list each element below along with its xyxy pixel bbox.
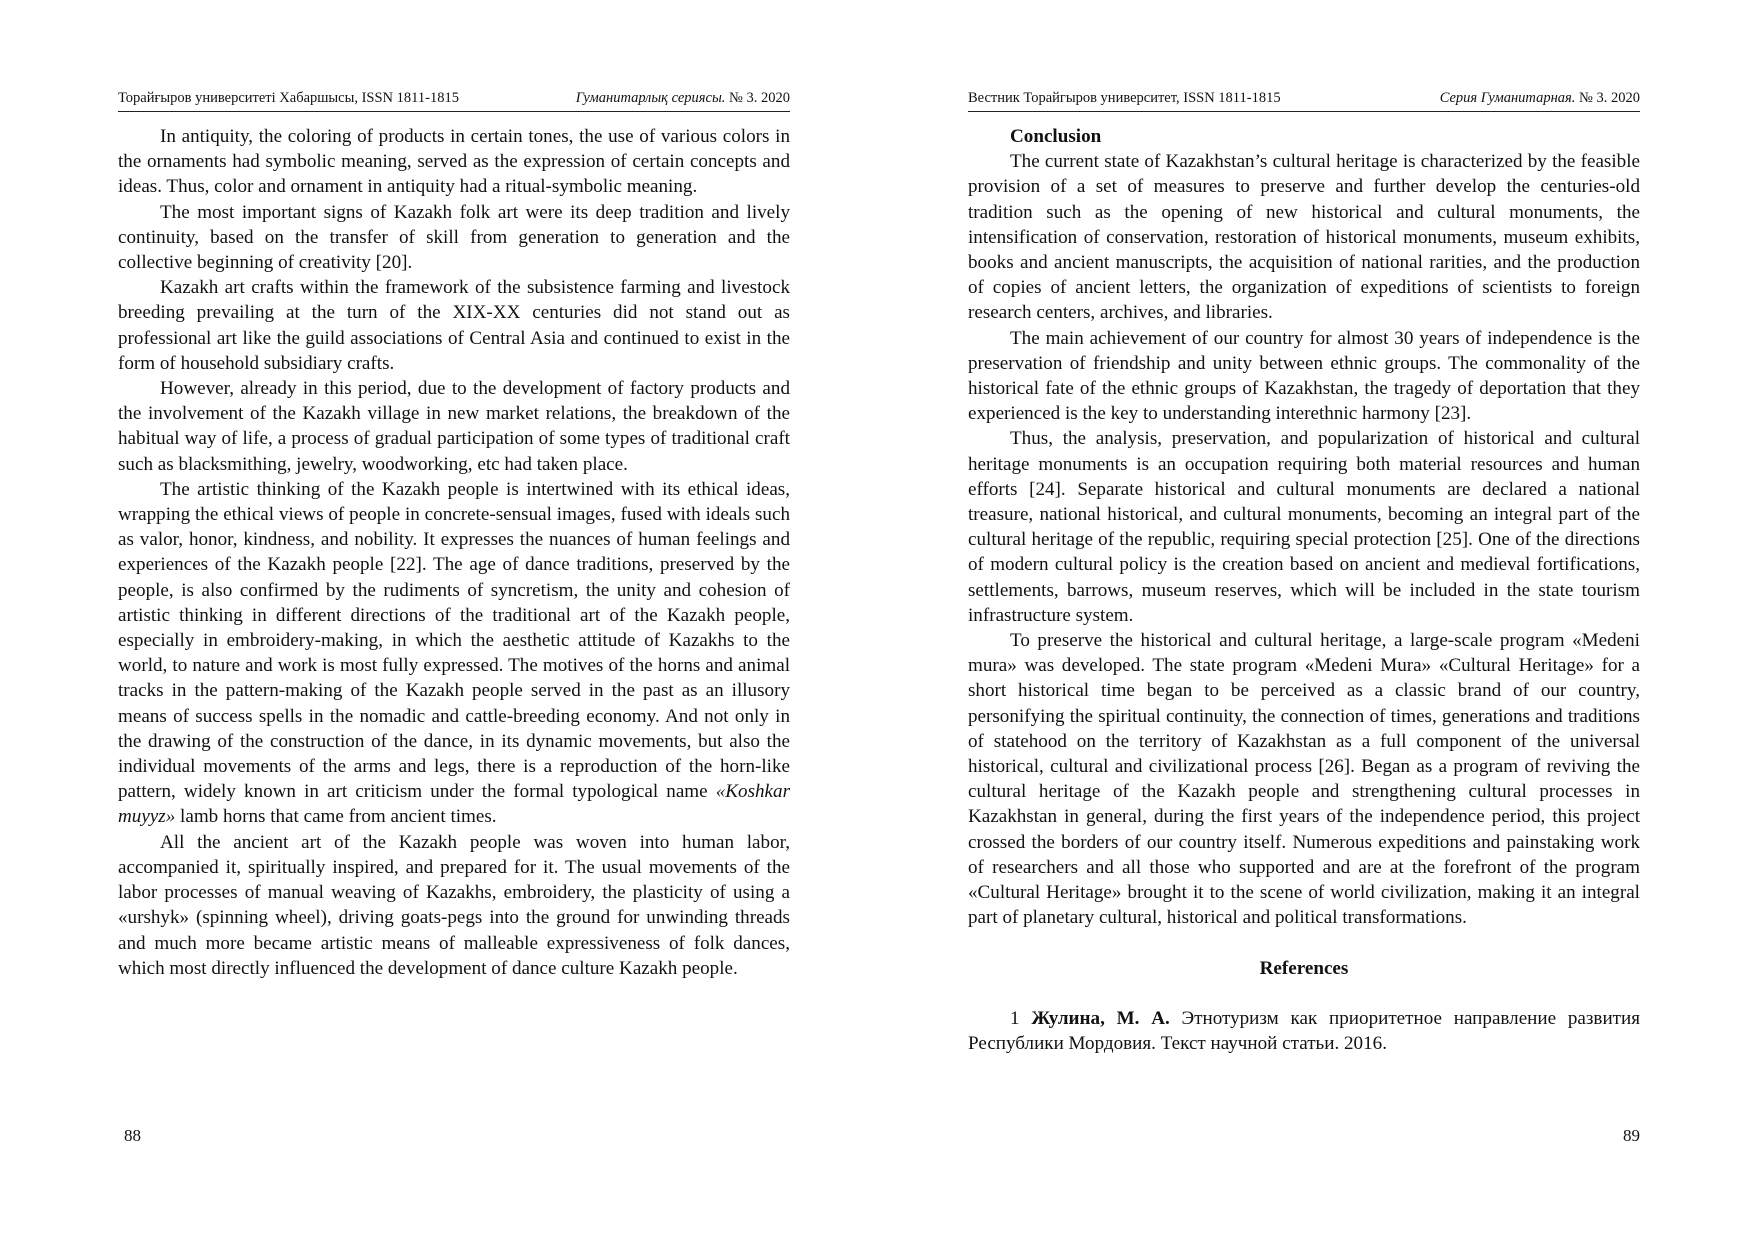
series-name: Гуманитарлық сериясы. (575, 90, 726, 106)
paragraph: The main achievement of our country for almost 30 years of independence is the preservation of friendship and unity between ethnic groups. The commonality of the historical fate of the ethnic groups of Kazakhstan, the tragedy of deportation that they experienced is the key to understanding interethnic harmony [23]. (968, 327, 1640, 425)
paragraph-text: The artistic thinking of the Kazakh people is intertwined with its ethical ideas, wrapping the ethical views of people in concrete-sensual images, fused with ideals such as valor, honor, kindness, and nobility. It expresses the nuances of human feelings and experiences of the Kazakh people [22]. The age of dance traditions, preserved by the people, is also confirmed by the rudiments of syncretism, the unity and cohesion of artistic thinking in different directions of the traditional art of the Kazakh people, especially in embroidery-making, in which the aesthetic attitude of Kazakhs to the world, to nature and work is most fully expressed. The motives of the horns and animal tracks in the pattern-making of the Kazakh people served in the past as an illusory means of success spells in the nomadic and cattle-breeding economy. And not only in the drawing of the construction of the dance, in its dynamic movements, but also the individual movements of the arms and legs, there is a reproduction of the horn-like pattern, widely known in art criticism under the formal typological name (118, 478, 790, 803)
issue-number: № 3. 2020 (1575, 90, 1640, 106)
reference-author: Жулина, М. А. (1031, 1007, 1170, 1029)
paragraph: The most important signs of Kazakh folk art were its deep tradition and lively continuity, based on the transfer of skill from generation to generation and the collective beginning of creativity [20]. (118, 201, 790, 274)
paragraph (118, 477, 790, 830)
running-header (968, 90, 1640, 112)
paragraph: All the ancient art of the Kazakh people was woven into human labor, accompanied it, spiritually inspired, and prepared for it. The usual movements of the labor processes of manual weaving of Kazakhs, embroidery, the plasticity of using a «urshyk» (spinning wheel), driving goats-pegs into the ground for unwinding threads and much more became artistic means of malleable expressiveness of folk dances, which most directly influenced the development of dance culture Kazakh people. (118, 831, 790, 979)
paragraph: Kazakh art crafts within the framework of the subsistence farming and livestock breeding prevailing at the turn of the XIX-XX centuries did not stand out as professional art like the guild associations of Central Asia and continued to exist in the form of household subsidiary crafts. (118, 277, 790, 374)
paragraph: The current state of Kazakhstan’s cultural heritage is characterized by the feasible provision of a set of measures to preserve and further develop the centuries-old tradition such as the opening of new historical and cultural monuments, the intensification of conservation, restoration of historical monuments, museum exhibits, books and ancient manuscripts, the acquisition of national rarities, and the production of copies of ancient letters, the organization of expeditions of scientists to foreign research centers, archives, and libraries. (968, 151, 1640, 324)
series-issue (1440, 90, 1640, 107)
body-text (118, 124, 790, 981)
journal-title: Торайғыров университеті Хабаршысы, ISSN 1811-1815 (118, 90, 459, 106)
paragraph: In antiquity, the coloring of products in certain tones, the use of various colors in the ornaments had symbolic meaning, served as the expression of certain concepts and ideas. Thus, color and ornament in antiquity had a ritual-symbolic meaning. (118, 126, 790, 198)
running-header (118, 90, 790, 112)
paragraph: Thus, the analysis, preservation, and popularization of historical and cultural heritage monuments is an occupation requiring both material resources and human efforts [24]. Separate historical and cultural monuments are declared a national treasure, national historical, and cultural monuments, becoming an integral part of the cultural heritage of the republic, requiring special protection [25]. One of the directions of modern cultural policy is the creation based on ancient and medieval fortifications, settlements, barrows, museum reserves, which will be included in the state tourism infrastructure system. (968, 428, 1640, 626)
right-page (968, 0, 1640, 1241)
reference-number: 1 (1010, 1007, 1032, 1029)
paragraph: However, already in this period, due to the development of factory products and the involvement of the Kazakh village in new market relations, the breakdown of the habitual way of life, a process of gradual participation of some types of traditional craft such as blacksmithing, jewelry, woodworking, etc had taken place. (118, 378, 790, 475)
conclusion-heading: Conclusion (1010, 126, 1102, 147)
reference-item (968, 1006, 1640, 1056)
page-number: 89 (1623, 1126, 1640, 1145)
left-page (118, 0, 790, 1241)
paragraph-text: lamb horns that came from ancient times. (175, 806, 497, 828)
issue-number: № 3. 2020 (725, 90, 790, 106)
series-issue (576, 90, 790, 107)
reference-text: Этнотуризм как приоритетное направление развития Республики Мордовия. Текст научной статьи. 2016. (968, 1007, 1641, 1054)
references-heading: References (1259, 957, 1349, 979)
body-text (968, 124, 1640, 1056)
page-number: 88 (124, 1126, 141, 1145)
paragraph: To preserve the historical and cultural heritage, a large-scale program «Medeni mura» was developed. The state program «Medeni Mura» «Cultural Heritage» for a short historical time began to be perceived as a classic brand of our country, personifying the spiritual continuity, the connection of times, generations and traditions of statehood on the territory of Kazakhstan as a full component of the universal historical, cultural and civilizational process [26]. Began as a program of reviving the cultural heritage of the Kazakh people and strengthening cultural processes in Kazakhstan in general, during the first years of the independence period, this project crossed the borders of our country itself. Numerous expeditions and painstaking work of researchers and all those who supported and are at the forefront of the program «Cultural Heritage» brought it to the scene of world civilization, making it an integral part of planetary cultural, historical and political transformations. (968, 630, 1640, 929)
journal-title: Вестник Торайгыров университет, ISSN 1811-1815 (968, 90, 1281, 106)
series-name: Серия Гуманитарная. (1439, 90, 1576, 106)
italic-term: «Koshkar muyyz» (118, 781, 790, 828)
